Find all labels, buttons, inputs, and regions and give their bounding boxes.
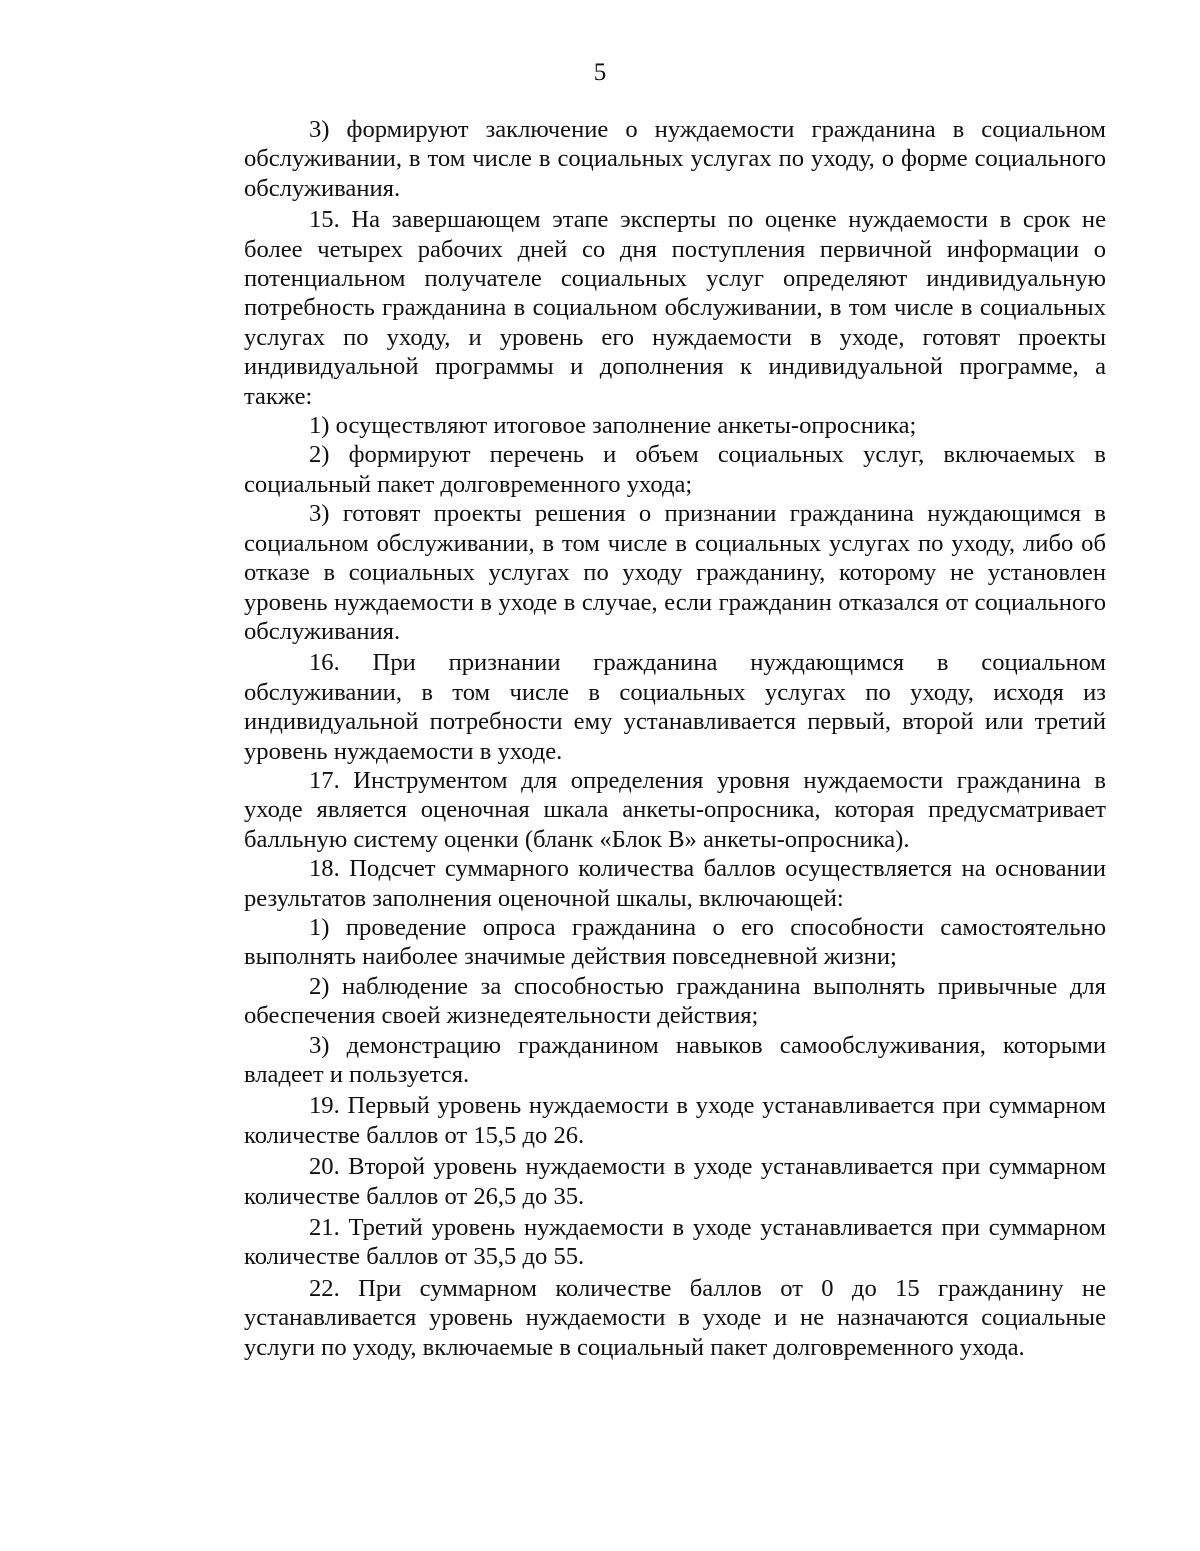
paragraph-item-3-demonstration: 3) демонстрацию гражданином навыков самообслуживания, которыми владеет и пользуется. [244,1031,1106,1088]
paragraph-18: 18. Подсчет суммарного количества баллов осуществляется на основании результатов заполнения оценочной шкалы, включающей: [244,855,1106,912]
paragraph-21: 21. Третий уровень нуждаемости в уходе устанавливается при суммарном количестве баллов от 35,5 до 55. [244,1214,1106,1271]
paragraph-17: 17. Инструментом для определения уровня нуждаемости гражданина в уходе является оценочная шкала анкеты-опросника, которая предусматривает балльную систему оценки (бланк «Блок В» анкеты-опросника). [244,766,1106,853]
document-body [244,115,1106,1362]
paragraph-16: 16. При признании гражданина нуждающимся в социальном обслуживании, в том числе в социальных услугах по уходу, исходя из индивидуальной потребности ему устанавливается первый, второй или третий уровень нуждаемости в уходе. [244,649,1106,765]
paragraph-15: 15. На завершающем этапе эксперты по оценке нуждаемости в срок не более четырех рабочих дней со дня поступления первичной информации о потенциальном получателе социальных услуг определяют индивидуальную потребность гражданина в социальном обслуживании, в том числе в социальных услугах по уходу, и уровень его нуждаемости в уходе, готовят проекты индивидуальной программы и дополнения к индивидуальной программе, а также: [244,206,1106,410]
paragraph-22: 22. При суммарном количестве баллов от 0 до 15 гражданину не устанавливается уровень нуждаемости в уходе и не назначаются социальные услуги по уходу, включаемые в социальный пакет долговременного ухода. [244,1274,1106,1361]
paragraph-item-2-services-list: 2) формируют перечень и объем социальных услуг, включаемых в социальный пакет долговременного ухода; [244,441,1106,498]
page-number: 5 [593,59,607,86]
paragraph-19: 19. Первый уровень нуждаемости в уходе устанавливается при суммарном количестве баллов от 15,5 до 26. [244,1092,1106,1149]
paragraph-item-1-survey: 1) проведение опроса гражданина о его способности самостоятельно выполнять наиболее значимые действия повседневной жизни; [244,913,1106,971]
paragraph-item-2-observation: 2) наблюдение за способностью гражданина выполнять привычные для обеспечения своей жизнедеятельности действия; [244,972,1106,1030]
paragraph-20: 20. Второй уровень нуждаемости в уходе устанавливается при суммарном количестве баллов от 26,5 до 35. [244,1153,1106,1210]
paragraph-item-1-questionnaire: 1) осуществляют итоговое заполнение анкеты-опросника; [309,412,917,440]
paragraph-item-3-conclusion: 3) формируют заключение о нуждаемости гражданина в социальном обслуживании, в том числе в социальных услугах по уходу, о форме социального обслуживания. [244,116,1106,202]
paragraph-item-3-draft-decision: 3) готовят проекты решения о признании гражданина нуждающимся в социальном обслуживании, в том числе в социальных услугах по уходу, либо об отказе в социальных услугах по уходу гражданину, которому не установлен уровень нуждаемости в уходе в случае, если гражданин отказался от социального обслуживания. [244,500,1106,645]
